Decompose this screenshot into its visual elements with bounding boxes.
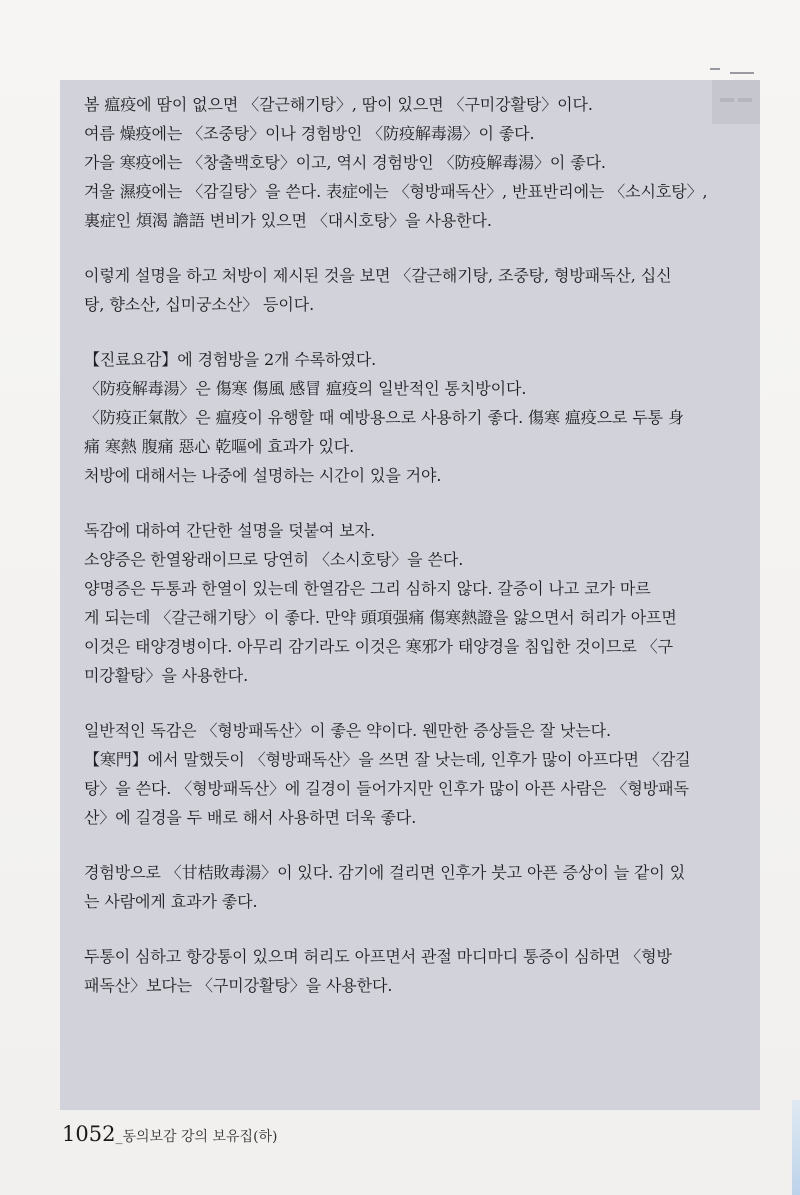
text-line: 패독산〉보다는 〈구미강활탕〉을 사용한다. bbox=[84, 976, 393, 995]
paragraph-common-influenza bbox=[84, 716, 760, 832]
content-panel bbox=[60, 80, 760, 1110]
paragraph-prescription-list bbox=[84, 261, 760, 319]
paragraph-seasonal-epidemics bbox=[84, 90, 760, 235]
page-edge-shade bbox=[792, 1100, 800, 1195]
text-line: 裏症인 煩渴 譫語 변비가 있으면 〈대시호탕〉을 사용한다. bbox=[84, 211, 492, 230]
paragraph-headache-joint-pain bbox=[84, 942, 760, 1000]
text-line: 이렇게 설명을 하고 처방이 제시된 것을 보면 〈갈근해기탕, 조중탕, 형방패독산, 십신 bbox=[84, 266, 672, 285]
text-line: 탕, 향소산, 십미궁소산〉 등이다. bbox=[84, 295, 315, 314]
text-line: 는 사람에게 효과가 좋다. bbox=[84, 892, 258, 911]
page-number: 1052 bbox=[62, 1122, 116, 1146]
paragraph-experience-prescriptions bbox=[84, 345, 760, 490]
text-line: 독감에 대하여 간단한 설명을 덧붙여 보자. bbox=[84, 521, 375, 540]
text-line: 양명증은 두통과 한열이 있는데 한열감은 그리 심하지 않다. 갈증이 나고 코가 마르 bbox=[84, 579, 651, 598]
text-line: 일반적인 독감은 〈형방패독산〉이 좋은 약이다. 웬만한 증상들은 잘 낫는다. bbox=[84, 721, 611, 740]
text-line: 〈防疫解毒湯〉은 傷寒 傷風 感冒 瘟疫의 일반적인 통치방이다. bbox=[84, 379, 527, 398]
text-line: 미강활탕〉을 사용한다. bbox=[84, 666, 249, 685]
text-line: 산〉에 길경을 두 배로 해서 사용하면 더욱 좋다. bbox=[84, 808, 417, 827]
text-line: 痛 寒熱 腹痛 惡心 乾嘔에 효과가 있다. bbox=[84, 437, 355, 456]
text-line: 소양증은 한열왕래이므로 당연히 〈소시호탕〉을 쓴다. bbox=[84, 550, 464, 569]
book-title: 동의보감 강의 보유집(하) bbox=[122, 1129, 278, 1145]
text-line: 가을 寒疫에는 〈창출백호탕〉이고, 역시 경험방인 〈防疫解毒湯〉이 좋다. bbox=[84, 153, 606, 172]
text-line: 【寒門】에서 말했듯이 〈형방패독산〉을 쓰면 잘 낫는데, 인후가 많이 아프다면 〈감길 bbox=[84, 750, 691, 769]
text-line: 이것은 태양경병이다. 아무리 감기라도 이것은 寒邪가 태양경을 침입한 것이므로 〈구 bbox=[84, 637, 673, 656]
paragraph-influenza bbox=[84, 516, 760, 690]
text-line: 〈防疫正氣散〉은 瘟疫이 유행할 때 예방용으로 사용하기 좋다. 傷寒 瘟疫으로 두통 身 bbox=[84, 408, 684, 427]
text-line: 처방에 대해서는 나중에 설명하는 시간이 있을 거야. bbox=[84, 466, 442, 485]
text-line: 여름 燥疫에는 〈조중탕〉이나 경험방인 〈防疫解毒湯〉이 좋다. bbox=[84, 124, 535, 143]
page-footer bbox=[62, 1122, 278, 1146]
corner-tab bbox=[712, 80, 760, 124]
text-line: 봄 瘟疫에 땀이 없으면 〈갈근해기탕〉, 땀이 있으면 〈구미강활탕〉이다. bbox=[84, 95, 593, 114]
text-line: 게 되는데 〈갈근해기탕〉이 좋다. 만약 頭項强痛 傷寒熱證을 앓으면서 허리가 아프면 bbox=[84, 608, 677, 627]
text-line: 두통이 심하고 항강통이 있으며 허리도 아프면서 관절 마디마디 통증이 심하면 〈형방 bbox=[84, 947, 672, 966]
text-line: 경험방으로 〈甘桔敗毒湯〉이 있다. 감기에 걸리면 인후가 붓고 아픈 증상이 늘 같이 있 bbox=[84, 863, 686, 882]
footer-separator: _ bbox=[115, 1129, 123, 1145]
text-line: 탕〉을 쓴다. 〈형방패독산〉에 길경이 들어가지만 인후가 많이 아픈 사람은 〈형방패독 bbox=[84, 779, 689, 798]
top-edge-marks bbox=[710, 66, 760, 78]
text-line: 겨울 濕疫에는 〈감길탕〉을 쓴다. 表症에는 〈형방패독산〉, 반표반리에는 〈소시호탕〉, bbox=[84, 182, 708, 201]
paragraph-gamgil-paedok bbox=[84, 858, 760, 916]
text-line: 【진료요감】에 경험방을 2개 수록하였다. bbox=[84, 350, 377, 369]
